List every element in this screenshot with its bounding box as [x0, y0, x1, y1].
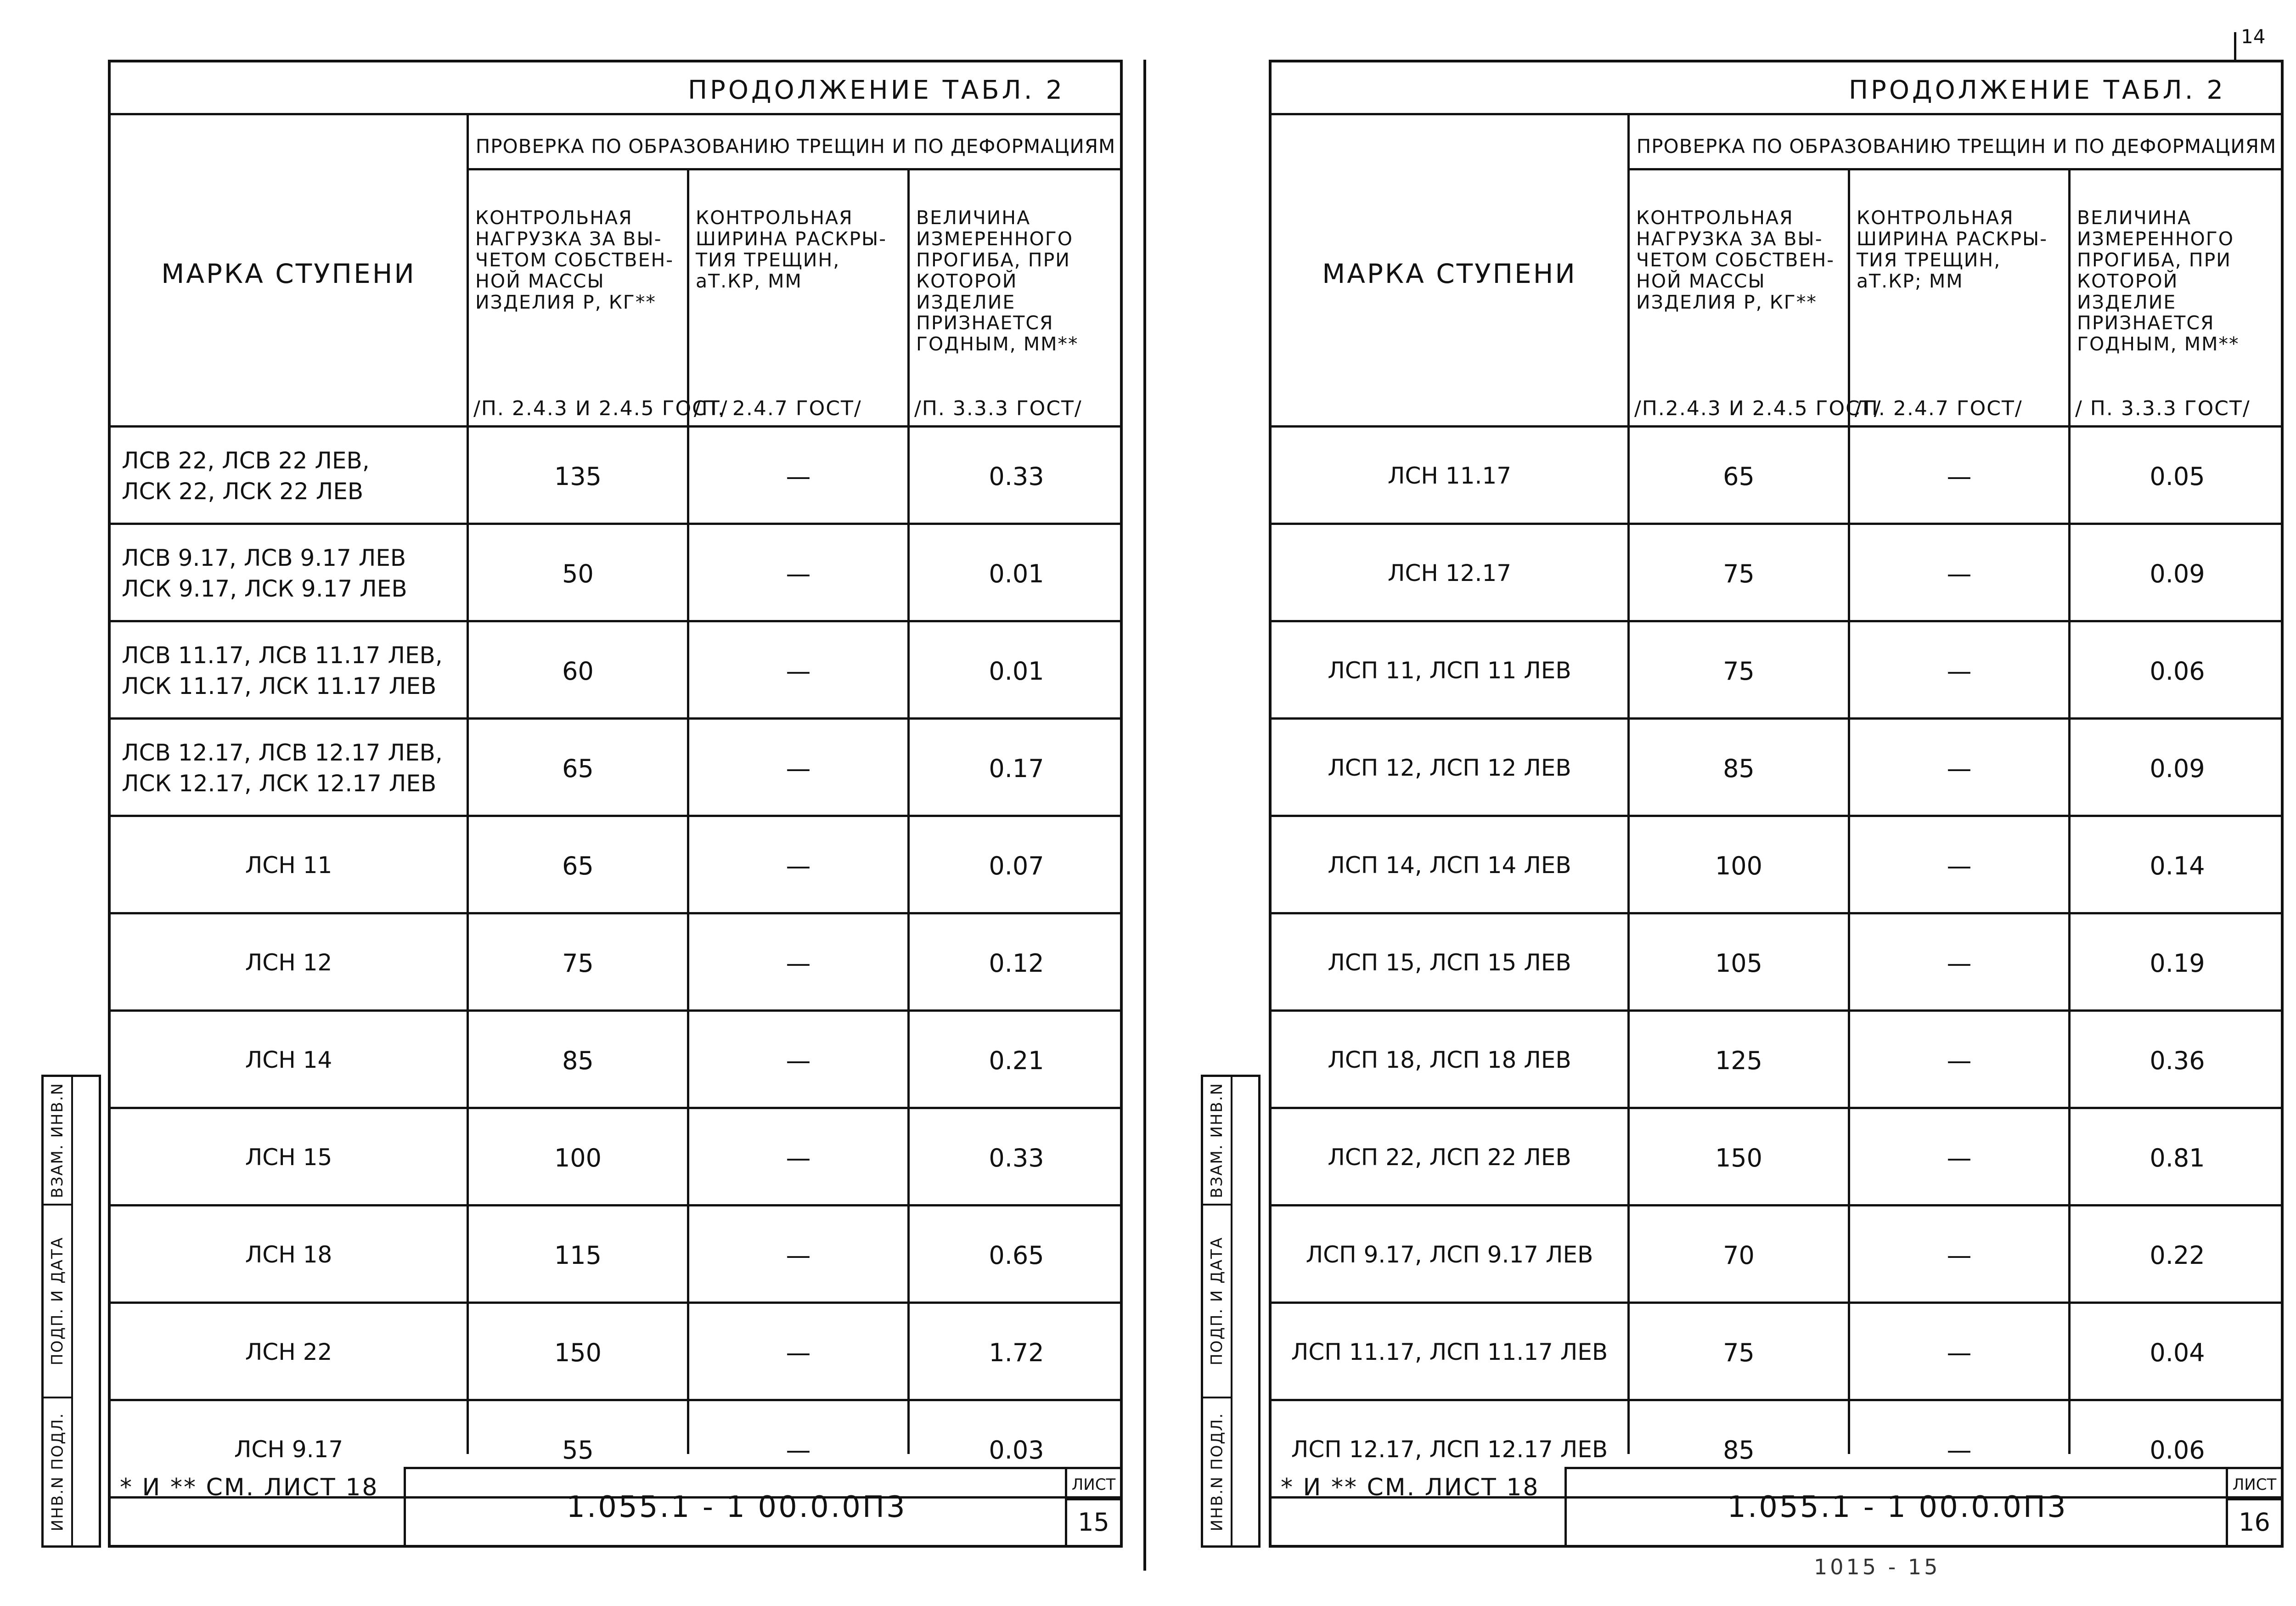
load-cell: 75 [1723, 1338, 1755, 1367]
table-row [1272, 817, 2281, 914]
group-header: ПРОВЕРКА ПО ОБРАЗОВАНИЮ ТРЕЩИН И ПО ДЕФОРМАЦИЯМ [475, 135, 1116, 158]
crack-cell: — [1947, 1338, 1972, 1367]
sheet-16 [1269, 60, 2284, 1548]
deflection-cell: 1.72 [989, 1338, 1044, 1367]
crack-cell: — [1947, 1240, 1972, 1270]
crack-cell: — [786, 754, 811, 783]
approval-stamp-right [1201, 1075, 1261, 1548]
mark-cell: ЛСН 12 [245, 949, 332, 976]
table-row [1272, 1109, 2281, 1206]
footnote: * И ** СМ. ЛИСТ 18 [1281, 1474, 1540, 1501]
mark-column-header: МАРКА СТУПЕНИ [1322, 258, 1577, 289]
table-row [1272, 1012, 2281, 1109]
crack-cell: — [1947, 559, 1972, 588]
document-code: 1.055.1 - 1 00.0.0П3 [1727, 1490, 2068, 1524]
crack-cell: — [1947, 462, 1972, 491]
mark-cell: ЛСН 9.17 [234, 1436, 343, 1463]
deflection-header-text: ВЕЛИЧИНА ИЗМЕРЕННОГО ПРОГИБА, ПРИ КОТОРОЙ ИЗДЕЛИЕ ПРИЗНАЕТСЯ ГОДНЫМ, ММ** [2077, 206, 2240, 355]
deflection-cell: 0.81 [2150, 1143, 2205, 1172]
sheet-box [2226, 1469, 2281, 1545]
mark-cell: ЛСП 15, ЛСП 15 ЛЕВ [1328, 949, 1571, 976]
deflection-cell: 0.14 [2150, 851, 2205, 880]
load-cell: 150 [554, 1338, 602, 1367]
sheet-label: ЛИСТ [2228, 1471, 2281, 1500]
deflection-cell: 0.22 [2150, 1240, 2205, 1270]
deflection-cell: 0.03 [989, 1435, 1044, 1465]
mark-cell: ЛСП 9.17, ЛСП 9.17 ЛЕВ [1306, 1241, 1593, 1268]
table-row [111, 525, 1120, 622]
stamp-cell: ИНВ.N ПОДЛ. [1208, 1412, 1227, 1532]
deflection-cell: 0.21 [989, 1046, 1044, 1075]
crack-cell: — [1947, 656, 1972, 686]
load-cell: 55 [562, 1435, 594, 1465]
mark-column-header: МАРКА СТУПЕНИ [161, 258, 416, 289]
deflection-cell: 0.09 [2150, 559, 2205, 588]
mark-cell: ЛСН 15 [245, 1144, 332, 1171]
load-cell: 125 [1715, 1046, 1763, 1075]
table-row [1272, 1304, 2281, 1401]
deflection-cell: 0.09 [2150, 754, 2205, 783]
table-row [1272, 622, 2281, 720]
stamp-divider [1231, 1077, 1232, 1545]
table-row [1272, 914, 2281, 1012]
mark-cell: ЛСП 22, ЛСП 22 ЛЕВ [1328, 1144, 1571, 1171]
table-row [111, 720, 1120, 817]
mark-cell: ЛСН 11.17 [1387, 462, 1512, 490]
crack-column-header [689, 173, 907, 425]
stamp-cell: ПОДП. И ДАТА [1203, 1206, 1231, 1398]
title-block [404, 1467, 1120, 1545]
deflection-cell: 0.12 [989, 948, 1044, 978]
table-row [111, 1206, 1120, 1304]
table-row [111, 1304, 1120, 1401]
mark-cell: ЛСП 14, ЛСП 14 ЛЕВ [1328, 852, 1571, 879]
sheet-box [1065, 1469, 1120, 1545]
stamp-cell: ИНВ.N ПОДЛ. [48, 1412, 67, 1532]
load-cell: 85 [1723, 754, 1755, 783]
mark-cell: ЛСП 18, ЛСП 18 ЛЕВ [1328, 1047, 1571, 1074]
load-cell: 105 [1715, 948, 1763, 978]
handwritten-note: 1015 - 15 [1814, 1555, 1941, 1579]
crack-cell: — [786, 1143, 811, 1172]
crack-cell: — [786, 1240, 811, 1270]
deflection-header-ref: /П. 3.3.3 ГОСТ/ [914, 396, 1082, 420]
crack-cell: — [1947, 1046, 1972, 1075]
stamp-cell: ВЗАМ. ИНВ.N [44, 1077, 71, 1206]
load-cell: 65 [1723, 462, 1755, 491]
mark-cell: ЛСВ 9.17, ЛСВ 9.17 ЛЕВ ЛСК 9.17, ЛСК 9.17 ЛЕВ [122, 544, 407, 602]
approval-stamp-left [41, 1075, 101, 1548]
crack-cell: — [1947, 754, 1972, 783]
load-cell: 50 [562, 559, 594, 588]
divider [111, 113, 1120, 115]
corner-tick [2234, 32, 2236, 60]
continuation-title: ПРОДОЛЖЕНИЕ ТАБЛ. 2 [687, 75, 1065, 105]
load-cell: 115 [554, 1240, 602, 1270]
mark-cell: ЛСВ 12.17, ЛСВ 12.17 ЛЕВ, ЛСК 12.17, ЛСК 12.17 ЛЕВ [122, 739, 443, 797]
crack-cell: — [1947, 1435, 1972, 1465]
stamp-cell: ПОДП. И ДАТА [44, 1206, 71, 1398]
divider [1272, 113, 2281, 115]
mark-cell: ЛСВ 11.17, ЛСВ 11.17 ЛЕВ, ЛСК 11.17, ЛСК 11.17 ЛЕВ [122, 642, 443, 699]
deflection-cell: 0.33 [989, 1143, 1044, 1172]
crack-cell: — [786, 1338, 811, 1367]
load-column-header [469, 173, 728, 425]
stamp-divider [71, 1077, 73, 1545]
deflection-cell: 0.06 [2150, 656, 2205, 686]
crack-cell: — [786, 559, 811, 588]
divider [1627, 168, 2281, 170]
crack-cell: — [1947, 851, 1972, 880]
crack-cell: — [786, 656, 811, 686]
footnote: * И ** СМ. ЛИСТ 18 [120, 1474, 379, 1501]
table-row [111, 428, 1120, 525]
crack-cell: — [786, 1435, 811, 1465]
crack-cell: — [1947, 948, 1972, 978]
table-row [111, 622, 1120, 720]
crack-header-ref: /П. 2.4.7 ГОСТ/ [694, 396, 862, 420]
deflection-cell: 0.04 [2150, 1338, 2205, 1367]
load-header-ref: /П.2.4.3 И 2.4.5 ГОСТ/ [1634, 396, 1882, 420]
mark-cell: ЛСП 12, ЛСП 12 ЛЕВ [1328, 755, 1571, 782]
divider [467, 168, 1120, 170]
deflection-cell: 0.33 [989, 462, 1044, 491]
load-header-text: КОНТРОЛЬНАЯ НАГРУЗКА ЗА ВЫ- ЧЕТОМ СОБСТВЕН- НОЙ МАССЫ ИЗДЕЛИЯ Р, КГ** [475, 206, 674, 313]
deflection-column-header [2071, 173, 2284, 425]
deflection-cell: 0.01 [989, 656, 1044, 686]
deflection-cell: 0.65 [989, 1240, 1044, 1270]
corner-number: 14 [2241, 25, 2266, 48]
table-row [1272, 525, 2281, 622]
stamp-cell: ВЗАМ. ИНВ.N [1203, 1077, 1231, 1206]
deflection-cell: 0.05 [2150, 462, 2205, 491]
crack-header-text: КОНТРОЛЬНАЯ ШИРИНА РАСКРЫ- ТИЯ ТРЕЩИН, aТ.КР; ММ [1857, 206, 2048, 292]
load-cell: 100 [554, 1143, 602, 1172]
load-cell: 150 [1715, 1143, 1763, 1172]
load-cell: 85 [562, 1046, 594, 1075]
mark-cell: ЛСН 22 [245, 1339, 332, 1366]
load-cell: 75 [562, 948, 594, 978]
mark-cell: ЛСН 14 [245, 1047, 332, 1074]
table-row [111, 1109, 1120, 1206]
table-row [1272, 428, 2281, 525]
mark-cell: ЛСН 11 [245, 852, 332, 879]
deflection-cell: 0.01 [989, 559, 1044, 588]
deflection-cell: 0.36 [2150, 1046, 2205, 1075]
load-cell: 65 [562, 754, 594, 783]
table-row [111, 914, 1120, 1012]
crack-cell: — [1947, 1143, 1972, 1172]
title-block [1564, 1467, 2281, 1545]
sheet-15 [108, 60, 1123, 1548]
mark-cell: ЛСП 11.17, ЛСП 11.17 ЛЕВ [1291, 1339, 1608, 1366]
load-cell: 65 [562, 851, 594, 880]
table-row [111, 817, 1120, 914]
load-cell: 70 [1723, 1240, 1755, 1270]
deflection-header-ref: / П. 3.3.3 ГОСТ/ [2075, 396, 2251, 420]
sheet-number: 16 [2239, 1507, 2270, 1537]
load-header-ref: /П. 2.4.3 И 2.4.5 ГОСТ/ [473, 396, 728, 420]
deflection-cell: 0.06 [2150, 1435, 2205, 1465]
crack-cell: — [786, 1046, 811, 1075]
deflection-cell: 0.07 [989, 851, 1044, 880]
load-cell: 100 [1715, 851, 1763, 880]
mark-cell: ЛСН 12.17 [1387, 560, 1512, 587]
load-cell: 75 [1723, 656, 1755, 686]
load-cell: 75 [1723, 559, 1755, 588]
load-cell: 85 [1723, 1435, 1755, 1465]
sheet-number: 15 [1078, 1507, 1109, 1537]
deflection-header-text: ВЕЛИЧИНА ИЗМЕРЕННОГО ПРОГИБА, ПРИ КОТОРОЙ ИЗДЕЛИЕ ПРИЗНАЕТСЯ ГОДНЫМ, ММ** [916, 206, 1079, 355]
crack-cell: — [786, 851, 811, 880]
mark-cell: ЛСН 18 [245, 1241, 332, 1268]
document-code: 1.055.1 - 1 00.0.0П3 [566, 1490, 907, 1524]
deflection-column-header [910, 173, 1123, 425]
table-row [111, 1012, 1120, 1109]
crack-header-text: КОНТРОЛЬНАЯ ШИРИНА РАСКРЫ- ТИЯ ТРЕЩИН, aТ.КР, ММ [696, 206, 887, 292]
crack-header-ref: /П. 2.4.7 ГОСТ/ [1855, 396, 2023, 420]
crack-cell: — [786, 948, 811, 978]
deflection-cell: 0.17 [989, 754, 1044, 783]
mark-cell: ЛСП 11, ЛСП 11 ЛЕВ [1328, 657, 1571, 684]
crack-column-header [1850, 173, 2068, 425]
spread-divider [1143, 60, 1146, 1571]
crack-cell: — [786, 462, 811, 491]
load-cell: 60 [562, 656, 594, 686]
mark-cell: ЛСП 12.17, ЛСП 12.17 ЛЕВ [1291, 1436, 1608, 1463]
sheet-label: ЛИСТ [1067, 1471, 1120, 1500]
continuation-title: ПРОДОЛЖЕНИЕ ТАБЛ. 2 [1848, 75, 2226, 105]
group-header: ПРОВЕРКА ПО ОБРАЗОВАНИЮ ТРЕЩИН И ПО ДЕФОРМАЦИЯМ [1636, 135, 2277, 158]
load-cell: 135 [554, 462, 602, 491]
load-header-text: КОНТРОЛЬНАЯ НАГРУЗКА ЗА ВЫ- ЧЕТОМ СОБСТВЕН- НОЙ МАССЫ ИЗДЕЛИЯ Р, КГ** [1636, 206, 1835, 313]
mark-cell: ЛСВ 22, ЛСВ 22 ЛЕВ, ЛСК 22, ЛСК 22 ЛЕВ [122, 447, 370, 505]
load-column-header [1630, 173, 1882, 425]
table-row [1272, 1206, 2281, 1304]
deflection-cell: 0.19 [2150, 948, 2205, 978]
table-row [1272, 720, 2281, 817]
